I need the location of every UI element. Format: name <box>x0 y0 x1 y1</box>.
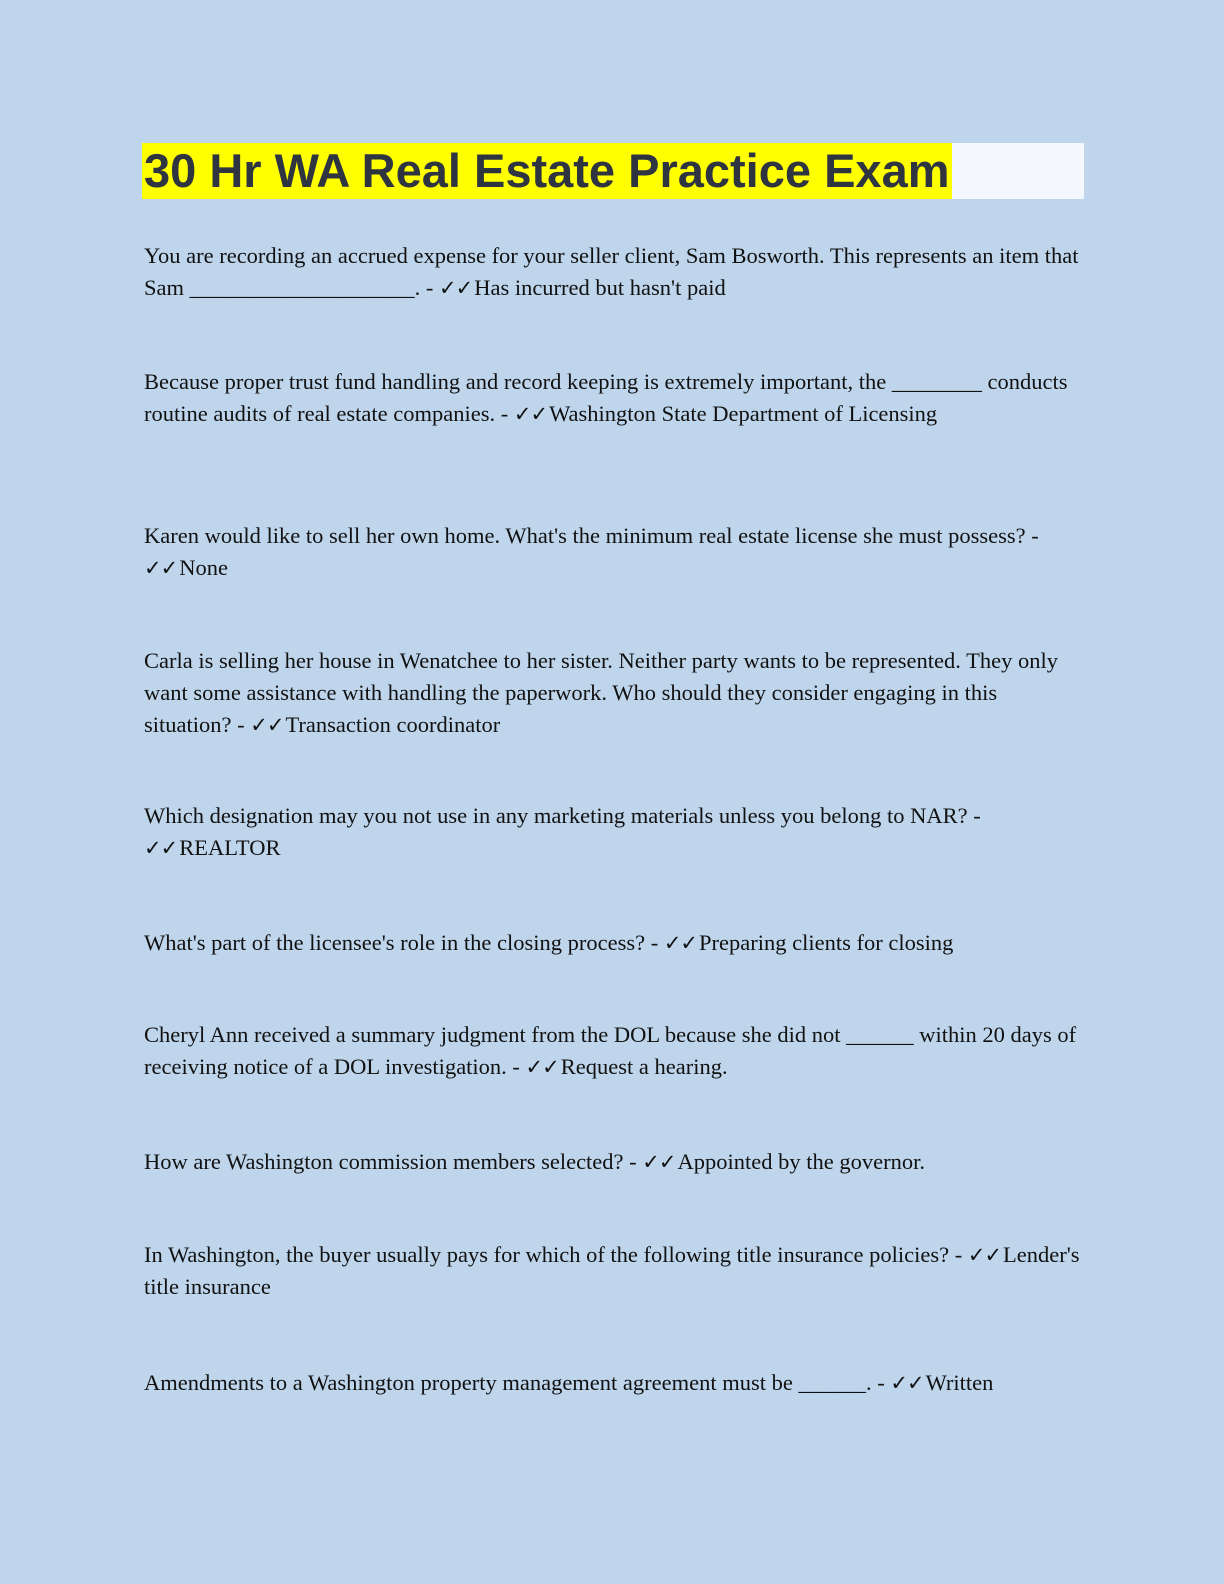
question-text: Karen would like to sell her own home. What's the minimum real estate license she must possess? - <box>144 523 1039 548</box>
answer-text: Transaction coordinator <box>285 712 501 737</box>
qa-item-7 <box>144 1019 1084 1083</box>
question-text: What's part of the licensee's role in the closing process? - <box>144 930 659 955</box>
answer-text: Washington State Department of Licensing <box>549 401 938 426</box>
question-text: Carla is selling her house in Wenatchee to her sister. Neither party wants to be represented. They only want some assistance with handling the paperwork. Who should they consider engaging in this situation? - <box>144 648 1058 737</box>
answer-text: Has incurred but hasn't paid <box>474 275 726 300</box>
qa-item-5 <box>144 800 1084 864</box>
question-text: Cheryl Ann received a summary judgment from the DOL because she did not ______ within 20 days of receiving notice of a DOL investigation. - <box>144 1022 1077 1079</box>
qa-item-3 <box>144 520 1084 584</box>
double-check-icon: ✓✓ <box>890 1371 924 1395</box>
double-check-icon: ✓✓ <box>439 276 473 300</box>
qa-item-6 <box>144 927 1084 959</box>
qa-item-4 <box>144 645 1084 741</box>
answer-text: Written <box>925 1370 994 1395</box>
answer-text: Preparing clients for closing <box>699 930 954 955</box>
question-text: Which designation may you not use in any marketing materials unless you belong to NAR? - <box>144 803 981 828</box>
qa-item-1 <box>144 240 1084 304</box>
double-check-icon: ✓✓ <box>642 1150 676 1174</box>
qa-item-2 <box>144 366 1084 430</box>
document-title: 30 Hr WA Real Estate Practice Exam <box>144 144 950 197</box>
qa-item-9 <box>144 1239 1084 1303</box>
answer-text: Request a hearing. <box>560 1054 728 1079</box>
qa-item-8 <box>144 1146 1084 1178</box>
answer-text: Lender's title insurance <box>144 1242 1080 1299</box>
question-text: Amendments to a Washington property management agreement must be ______. - <box>144 1370 885 1395</box>
double-check-icon: ✓✓ <box>663 931 698 955</box>
question-text: Because proper trust fund handling and record keeping is extremely important, the ________ conducts routine audits of real estate companies. - <box>144 369 1068 426</box>
question-text: You are recording an accrued expense for your seller client, Sam Bosworth. This represents an item that Sam ____________________. - <box>144 243 1079 300</box>
answer-text: None <box>179 555 228 580</box>
double-check-icon: ✓✓ <box>967 1243 1002 1267</box>
double-check-icon: ✓✓ <box>250 713 284 737</box>
double-check-icon: ✓✓ <box>513 402 548 426</box>
question-text: How are Washington commission members selected? - <box>144 1149 637 1174</box>
qa-item-10 <box>144 1367 1084 1399</box>
answer-text: REALTOR <box>179 835 281 860</box>
double-check-icon: ✓✓ <box>144 836 178 860</box>
answer-text: Appointed by the governor. <box>677 1149 925 1174</box>
double-check-icon: ✓✓ <box>525 1055 559 1079</box>
question-text: In Washington, the buyer usually pays for which of the following title insurance policies? - <box>144 1242 963 1267</box>
double-check-icon: ✓✓ <box>144 556 178 580</box>
